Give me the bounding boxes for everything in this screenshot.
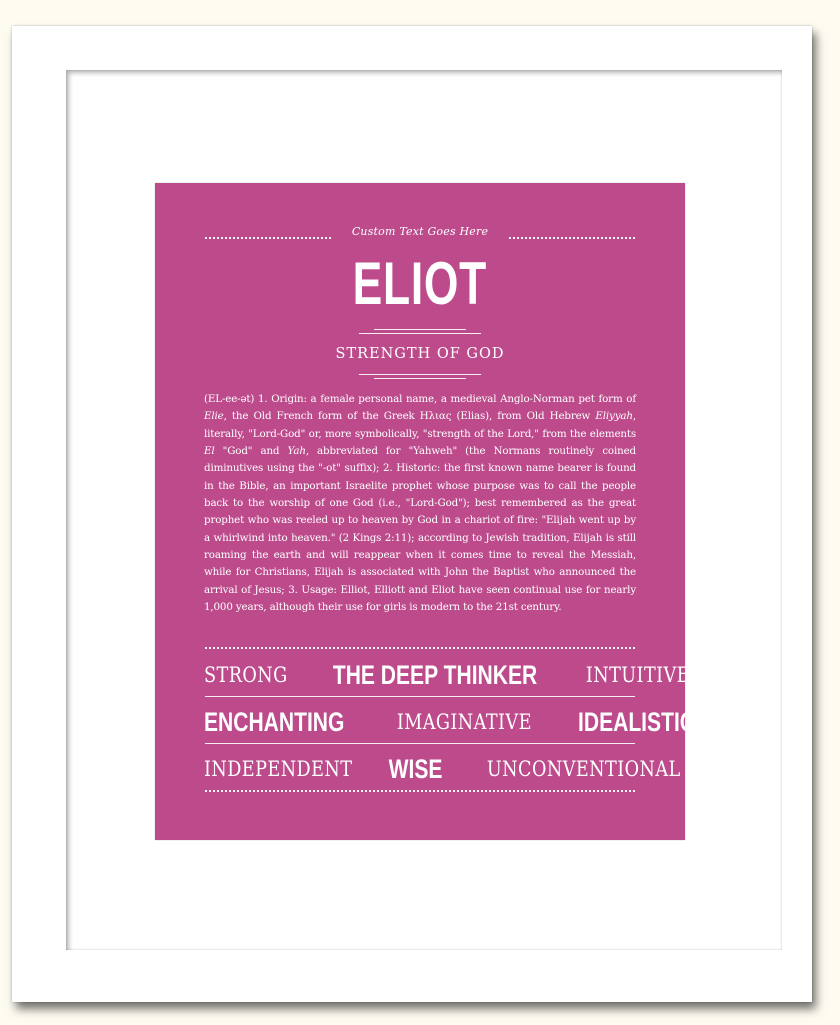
definition-text-3: , literally, "Lord-God" or, more symbolically, "strength of the Lord," from the elements — [204, 410, 636, 440]
name-print — [155, 183, 695, 840]
rule-lower — [374, 378, 466, 379]
definition-italic-yah: Yah — [287, 445, 306, 458]
definition-italic-el: El — [204, 445, 215, 458]
name-title — [155, 245, 685, 323]
dotted-divider-traits-top — [205, 647, 635, 649]
trait-word: UNCONVENTIONAL — [486, 757, 681, 781]
dotted-divider-traits-bottom — [205, 790, 635, 792]
trait-word: IMAGINATIVE — [396, 710, 532, 734]
rule-lower-wide — [359, 374, 481, 375]
name-meaning: STRENGTH OF GOD — [335, 346, 505, 362]
definition-text-5: , abbreviated for "Yahweh" (the Normans routinely coined diminutives using the "-ot" suffix); 2. Historic: the first known name bearer is found in the Bible, an important Israelite prophet whose purpose was to call the people back to the worship of one God (i.e., "Lord-God"); best remembered as the great prophet who was reeled up to heaven by God in a chariot of fire: "Elijah went up by a whirlwind into heaven." (2 Kings 2:11); according to Jewish tradition, Elijah is still roaming the earth and will reappear when it comes time to reveal the Messiah, while for Christians, Elijah is associated with John the Baptist who announced the arrival of Jesus; 3. Usage: Elliot, Elliott and Eliot have seen continual use for nearly 1,000 years, although their use for girls is modern to the 21st century. — [204, 445, 636, 614]
definition-italic-eliyyah: Eliyyah — [595, 410, 633, 423]
trait-word: INDEPENDENT — [204, 757, 353, 781]
trait-row-divider — [205, 696, 635, 697]
trait-word: IDEALISTIC — [577, 707, 695, 737]
trait-word: THE DEEP THINKER — [332, 660, 537, 690]
trait-row-2 — [204, 704, 695, 740]
trait-row-3 — [204, 751, 681, 787]
rule-upper-wide — [359, 333, 481, 334]
trait-word: STRONG — [204, 663, 288, 687]
definition-italic-elie: Elie — [204, 410, 224, 423]
name-text: ELIOT — [352, 250, 488, 317]
definition-text-2: , the Old French form of the Greek Ηλιας (Elias), from Old Hebrew — [223, 410, 596, 423]
definition-text-1: (EL-ee-ət) 1. Origin: a female personal name, a medieval Anglo-Norman pet form of — [204, 393, 636, 405]
trait-word: INTUITIVE — [585, 663, 690, 687]
dotted-divider-left — [205, 237, 331, 239]
definition-text-4: "God" and — [214, 445, 288, 458]
name-definition — [204, 391, 636, 616]
trait-word: ENCHANTING — [204, 707, 345, 737]
trait-row-divider — [205, 743, 635, 744]
rule-upper — [374, 329, 466, 330]
custom-text: Custom Text Goes Here — [351, 225, 489, 238]
trait-row-1 — [204, 657, 690, 693]
trait-word: WISE — [388, 754, 443, 784]
dotted-divider-right — [509, 237, 635, 239]
